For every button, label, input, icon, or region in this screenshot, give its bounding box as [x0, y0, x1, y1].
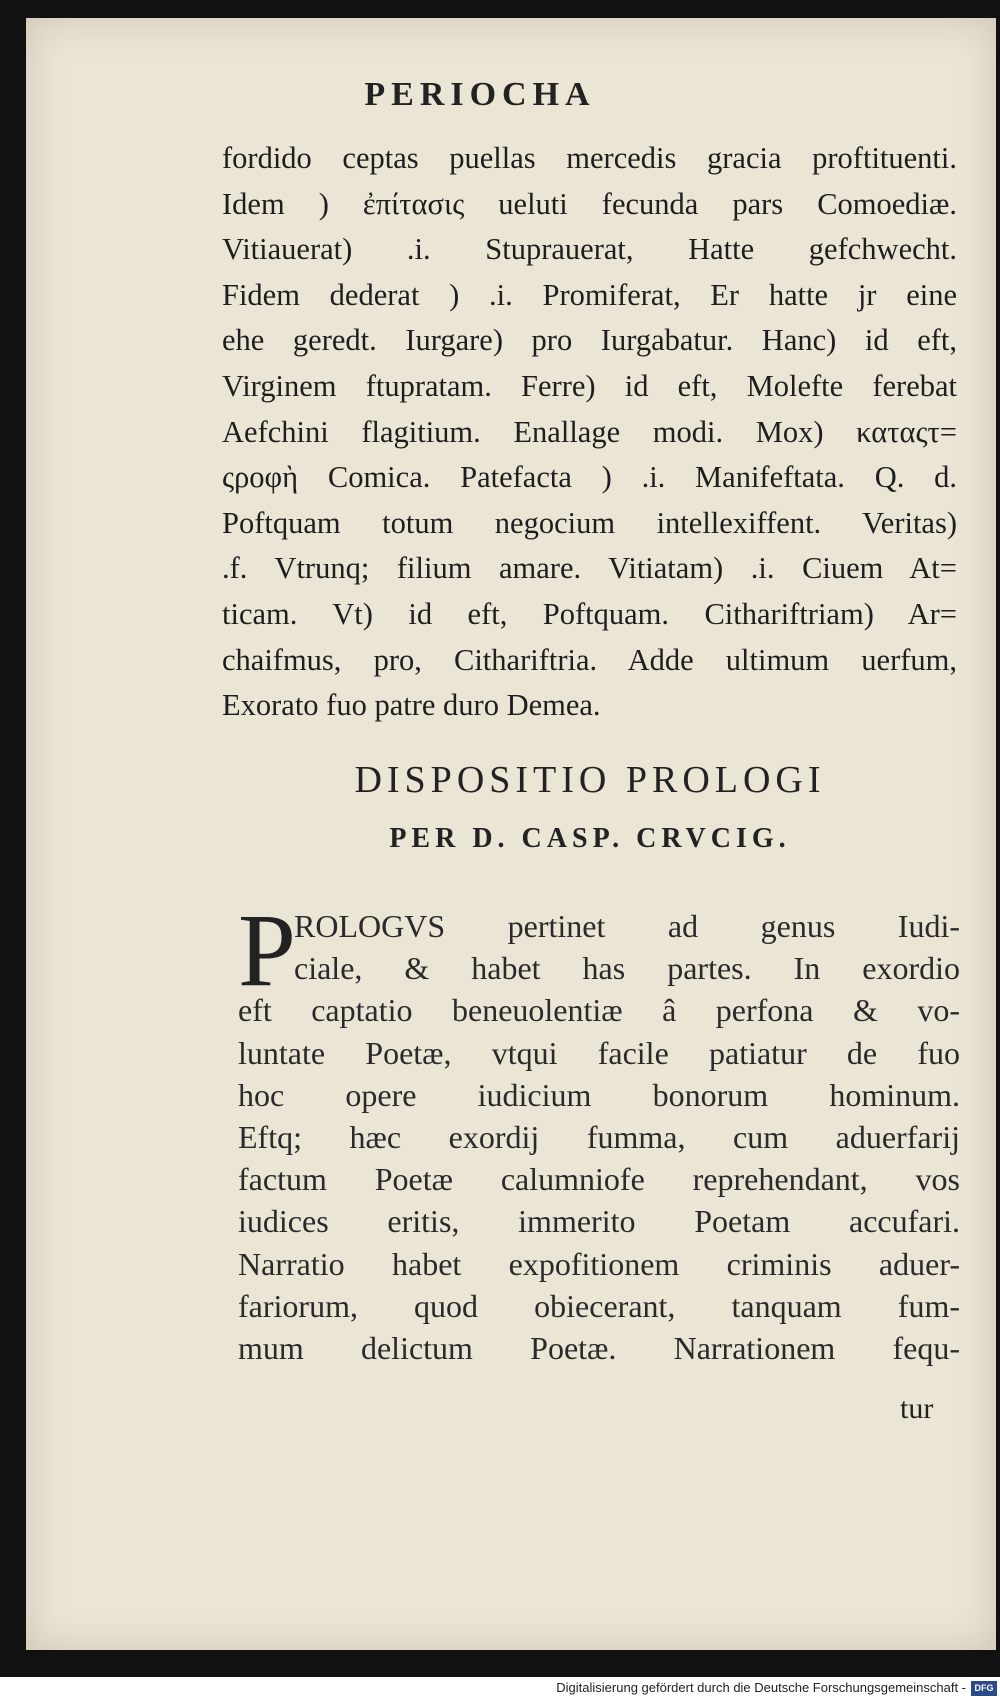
commentary-line: Aefchini flagitium. Enallage modi. Mox) καταςτ=: [222, 414, 957, 449]
dfg-logo-icon: DFG: [971, 1681, 997, 1696]
body-line: ROLOGVS pertinet ad genus Iudi-: [294, 908, 960, 944]
body-line: fariorum, quod obiecerant, tanquam fum-: [238, 1287, 960, 1324]
body-line: Eftq; hæc exordij fumma, cum aduerfarij: [238, 1119, 960, 1156]
body-line: luntate Poetæ, vtqui facile patiatur de fuo: [238, 1034, 960, 1071]
commentary-line: Virginem ftupratam. Ferre) id eft, Molefte ferebat: [222, 368, 957, 403]
commentary-line: Idem ) ἐπίτασις ueluti fecunda pars Comoediæ.: [222, 186, 957, 221]
body-line: ciale, & habet has partes. In exordio: [294, 950, 960, 987]
commentary-line: Fidem dederat ) .i. Promiferat, Er hatte jr eine: [222, 277, 957, 312]
prologue-body: [238, 893, 960, 1369]
catchword: tur: [900, 1392, 934, 1425]
body-line: Narratio habet expofitionem criminis aduer-: [238, 1245, 960, 1282]
commentary-line: .f. Vtrunq; filium amare. Vitiatam) .i. Ciuem At=: [222, 551, 957, 586]
body-line: iudices eritis, immerito Poetam accufari.: [238, 1203, 960, 1240]
footer-credit: Digitalisierung gefördert durch die Deutsche Forschungsgemeinschaft -: [556, 1680, 966, 1695]
commentary-line: Vitiauerat) .i. Stuprauerat, Hatte gefchwecht.: [222, 232, 957, 267]
commentary-line: ςροφὴ Comica. Patefacta ) .i. Manifeftata. Q. d.: [222, 460, 957, 495]
commentary-line: fordido ceptas puellas mercedis gracia proftituenti.: [222, 141, 957, 175]
section-subheading: PER D. CASP. CRVCIG.: [389, 823, 791, 854]
commentary-block: [222, 136, 957, 729]
body-line: eft captatio beneuolentiæ â perfona & vo-: [238, 992, 960, 1029]
commentary-line: ehe geredt. Iurgare) pro Iurgabatur. Hanc) id eft,: [222, 323, 957, 358]
body-line: factum Poetæ calumniofe reprehendant, vos: [238, 1161, 960, 1198]
body-line: hoc opere iudicium bonorum hominum.: [238, 1076, 960, 1113]
commentary-line: Poftquam totum negocium intellexiffent. Veritas): [222, 505, 957, 540]
body-line: mum delictum Poetæ. Narrationem fequ-: [238, 1330, 960, 1367]
drop-capital: P: [238, 893, 296, 1008]
commentary-line: chaifmus, pro, Cithariftria. Adde ultimum uerfum,: [222, 642, 957, 677]
digitization-footer: [0, 1677, 1000, 1700]
running-head: PERIOCHA: [364, 76, 596, 113]
commentary-line: Exorato fuo patre duro Demea.: [222, 688, 601, 723]
commentary-line: ticam. Vt) id eft, Poftquam. Cithariftriam) Ar=: [222, 596, 957, 631]
section-heading: DISPOSITIO PROLOGI: [354, 759, 826, 801]
